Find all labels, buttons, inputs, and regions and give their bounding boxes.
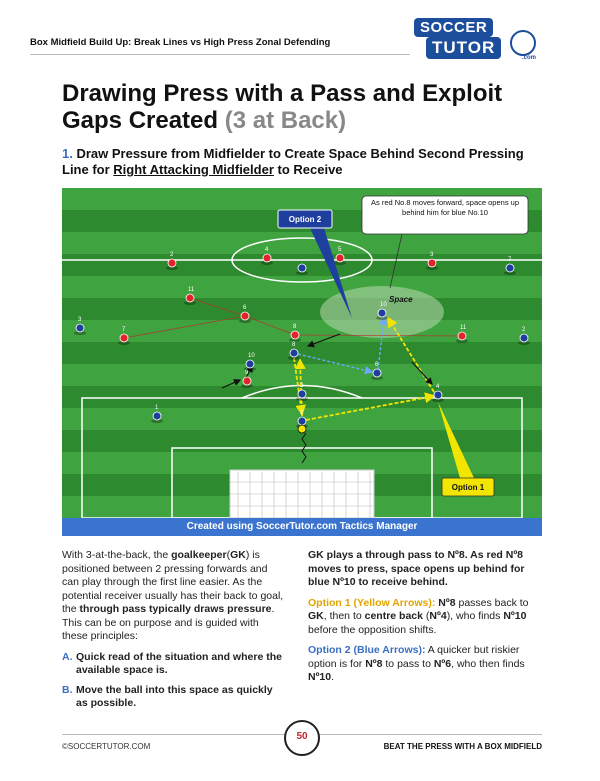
red-player-number: 9 xyxy=(245,370,249,376)
list-text: Move the ball into this space as quickly as possible. xyxy=(76,683,273,709)
footer-copyright: ©SOCCERTUTOR.COM xyxy=(62,742,151,751)
page-number: 50 xyxy=(296,731,308,742)
page-number-badge xyxy=(284,720,320,756)
intro-text: ) is positioned between 2 pressing forwards and can play through the first line easier. As the potential receiver usually has their back to goal, the xyxy=(62,549,284,615)
option2-text: to pass to xyxy=(385,657,431,670)
intro-text: ( xyxy=(226,549,231,561)
page-title xyxy=(62,80,562,134)
blue-player-number: 3 xyxy=(78,317,82,323)
logo-tutor-text: TUTOR xyxy=(426,37,501,59)
footer-book-title: BEAT THE PRESS WITH A BOX MIDFIELD xyxy=(383,742,542,751)
option1-text: ( xyxy=(425,610,430,622)
diagram-credit: Created using SoccerTutor.com Tactics Manager xyxy=(62,518,542,536)
option2-paragraph xyxy=(308,644,544,685)
option1-text: before the opposition shifts. xyxy=(308,623,437,636)
blue-player-number: 6 xyxy=(375,362,379,368)
option1-text: ), who finds xyxy=(446,610,501,622)
option2-label: Option 2 xyxy=(288,215,322,224)
section-heading-tail: to Receive xyxy=(277,162,343,177)
red-player-number: 5 xyxy=(338,247,342,253)
option2-bold: Nº8 xyxy=(365,657,383,670)
blue-player-number: 10 xyxy=(380,302,387,308)
blue-player-number: 7 xyxy=(508,257,512,263)
option2-text: , who then finds xyxy=(451,657,525,670)
option1-bold: Nº10 xyxy=(503,610,527,622)
option2-bold: Nº6 xyxy=(433,657,452,670)
header-divider xyxy=(30,54,410,55)
section-heading xyxy=(62,146,542,178)
red-player-number: 11 xyxy=(188,287,195,293)
list-text: Quick read of the situation and where the available space is. xyxy=(76,650,282,676)
option2-text: A quicker but riskier option is for xyxy=(308,644,520,670)
option1-heading: Option 1 (Yellow Arrows): xyxy=(308,596,436,609)
list-item xyxy=(62,651,284,678)
red-player-number: 8 xyxy=(293,324,297,330)
option1-bold: centre back xyxy=(364,610,423,622)
page-title-main: Drawing Press with a Pass and Exploit Gaps Created xyxy=(62,80,503,134)
intro-bold: goalkeeper xyxy=(171,549,227,561)
option2-bold: Nº10 xyxy=(308,671,332,683)
intro-paragraph xyxy=(62,549,284,644)
intro-bold: through pass typically draws pressure xyxy=(79,603,272,615)
logo-domain-text: .com xyxy=(521,55,536,61)
blue-player-number: 2 xyxy=(522,327,526,333)
tactics-diagram xyxy=(62,188,542,536)
option2-text: . xyxy=(331,671,335,683)
option1-bold: Nº4 xyxy=(429,610,447,622)
red-player-number: 3 xyxy=(430,252,434,258)
option1-bold: Nº8 xyxy=(438,596,456,609)
intro-text: With 3-at-the-back, the xyxy=(62,549,169,561)
red-player-number: 11 xyxy=(460,325,467,331)
blue-player-number: 2 xyxy=(300,383,304,389)
body-left-column xyxy=(62,549,284,717)
section-heading-text: Draw Pressure from Midfielder to Create Space Behind Second Pressing Line for xyxy=(62,146,524,177)
option1-label: Option 1 xyxy=(451,483,485,492)
soccertutor-logo xyxy=(414,16,538,62)
goal xyxy=(230,470,374,518)
space-callout-text: As red No.8 moves forward, space opens up behind him for blue No.10 xyxy=(371,198,519,217)
section-heading-underlined: Right Attacking Midfielder xyxy=(113,162,274,177)
logo-soccer-text: SOCCER xyxy=(414,18,493,37)
gk-pass-paragraph: GK plays a through pass to Nº8. As red Nº8 moves to press, space opens up behind for blue Nº10 to receive behind. xyxy=(308,549,525,588)
red-player-number: 4 xyxy=(265,247,269,253)
intro-bold: GK xyxy=(230,549,246,561)
blue-player-number: 2 xyxy=(300,410,304,416)
red-player-number: 7 xyxy=(122,327,126,333)
blue-player-number: 1 xyxy=(155,405,159,411)
option1-text: , then to xyxy=(323,610,362,622)
goalkeeper xyxy=(298,425,306,433)
page-title-sub: (3 at Back) xyxy=(224,107,347,134)
soccer-ball-icon xyxy=(510,30,536,56)
blue-player-number: 4 xyxy=(436,384,440,390)
blue-player-number: 10 xyxy=(248,353,255,359)
body-right-column xyxy=(308,549,544,692)
option2-heading: Option 2 (Blue Arrows): xyxy=(308,644,426,656)
option1-text: passes back to xyxy=(458,596,529,609)
red-player-number: 2 xyxy=(170,252,174,258)
option1-bold: GK xyxy=(308,610,324,622)
section-number: 1. xyxy=(62,146,73,161)
option1-paragraph xyxy=(308,597,544,638)
list-marker: B. xyxy=(62,683,73,696)
running-header: Box Midfield Build Up: Break Lines vs High Press Zonal Defending xyxy=(30,37,331,48)
red-player-number: 6 xyxy=(243,305,247,311)
list-marker: A. xyxy=(62,650,73,663)
intro-text: . This can be on purpose and is guided with these principles: xyxy=(62,603,275,642)
blue-player-number: 8 xyxy=(292,342,296,348)
space-label: Space xyxy=(389,295,413,304)
list-item xyxy=(62,684,284,711)
